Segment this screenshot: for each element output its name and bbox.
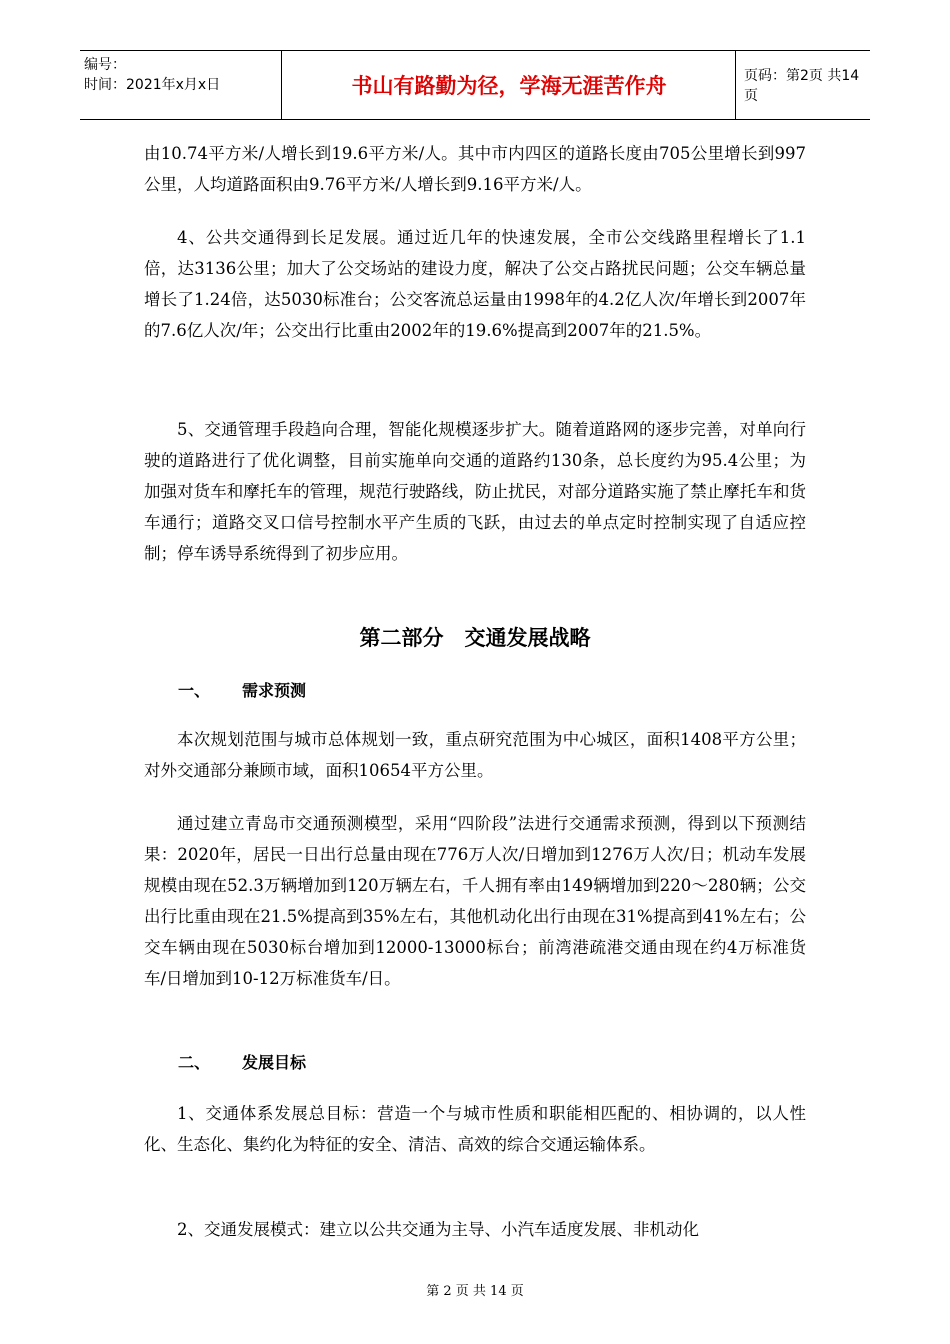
page-header bbox=[80, 50, 870, 120]
section-number: 一、 bbox=[178, 681, 211, 700]
paragraph-overall-goal: 1、交通体系发展总目标：营造一个与城市性质和职能相匹配的、相协调的，以人性化、生态化、集约化为特征的安全、清洁、高效的综合交通运输体系。 bbox=[144, 1104, 806, 1154]
header-time: 时间：2021年x月x日 bbox=[84, 77, 221, 93]
paragraph-road-area: 由10.74平方米/人增长到19.6平方米/人。其中市内四区的道路长度由705公里增长到997公里，人均道路面积由9.76平方米/人增长到9.16平方米/人。 bbox=[144, 144, 806, 194]
header-page-number: 页码：第2页 共14页 bbox=[744, 68, 860, 104]
section-heading-demand bbox=[178, 678, 306, 701]
section-title: 发展目标 bbox=[242, 1053, 307, 1072]
paragraph-public-transit: 4、公共交通得到长足发展。通过近几年的快速发展，全市公交线路里程增长了1.1倍，达3136公里；加大了公交场站的建设力度，解决了公交占路扰民问题；公交车辆总量增长了1.24倍，达5030标准台；公交客流总运量由1998年的4.2亿人次/年增长到2007年的7.6亿人次/年；公交出行比重由2002年的19.6%提高到2007年的21.5%。 bbox=[144, 228, 806, 340]
section-number: 二、 bbox=[178, 1053, 211, 1072]
paragraph-forecast: 通过建立青岛市交通预测模型，采用“四阶段”法进行交通需求预测，得到以下预测结果：2020年，居民一日出行总量由现在776万人次/日增加到1276万人次/日；机动车发展规模由现在52.3万辆增加到120万辆左右，千人拥有率由149辆增加到220～280辆；公交出行比重由现在21.5%提高到35%左右，其他机动化出行由现在31%提高到41%左右；公交车辆由现在5030标台增加到12000-13000标台；前湾港疏港交通由现在约4万标准货车/日增加到10-12万标准货车/日。 bbox=[144, 814, 806, 988]
part-heading: 第二部分 交通发展战略 bbox=[359, 626, 591, 650]
page-footer: 第 2 页 共 14 页 bbox=[426, 1284, 524, 1299]
paragraph-traffic-management: 5、交通管理手段趋向合理，智能化规模逐步扩大。随着道路网的逐步完善，对单向行驶的道路进行了优化调整，目前实施单向交通的道路约130条，总长度约为95.4公里；为加强对货车和摩托车的管理，规范行驶路线，防止扰民，对部分道路实施了禁止摩托车和货车通行；道路交叉口信号控制水平产生质的飞跃，由过去的单点定时控制实现了自适应控制；停车诱导系统得到了初步应用。 bbox=[144, 420, 806, 563]
header-meta bbox=[80, 51, 282, 119]
section-heading-goals bbox=[178, 1050, 306, 1073]
header-motto: 书山有路勤为径，学海无涯苦作舟 bbox=[283, 51, 736, 119]
header-number: 编号： bbox=[84, 57, 126, 73]
paragraph-development-mode: 2、交通发展模式：建立以公共交通为主导、小汽车适度发展、非机动化 bbox=[177, 1220, 699, 1239]
paragraph-planning-scope: 本次规划范围与城市总体规划一致，重点研究范围为中心城区，面积1408平方公里；对外交通部分兼顾市域，面积10654平方公里。 bbox=[144, 730, 806, 780]
section-title: 需求预测 bbox=[242, 681, 307, 700]
